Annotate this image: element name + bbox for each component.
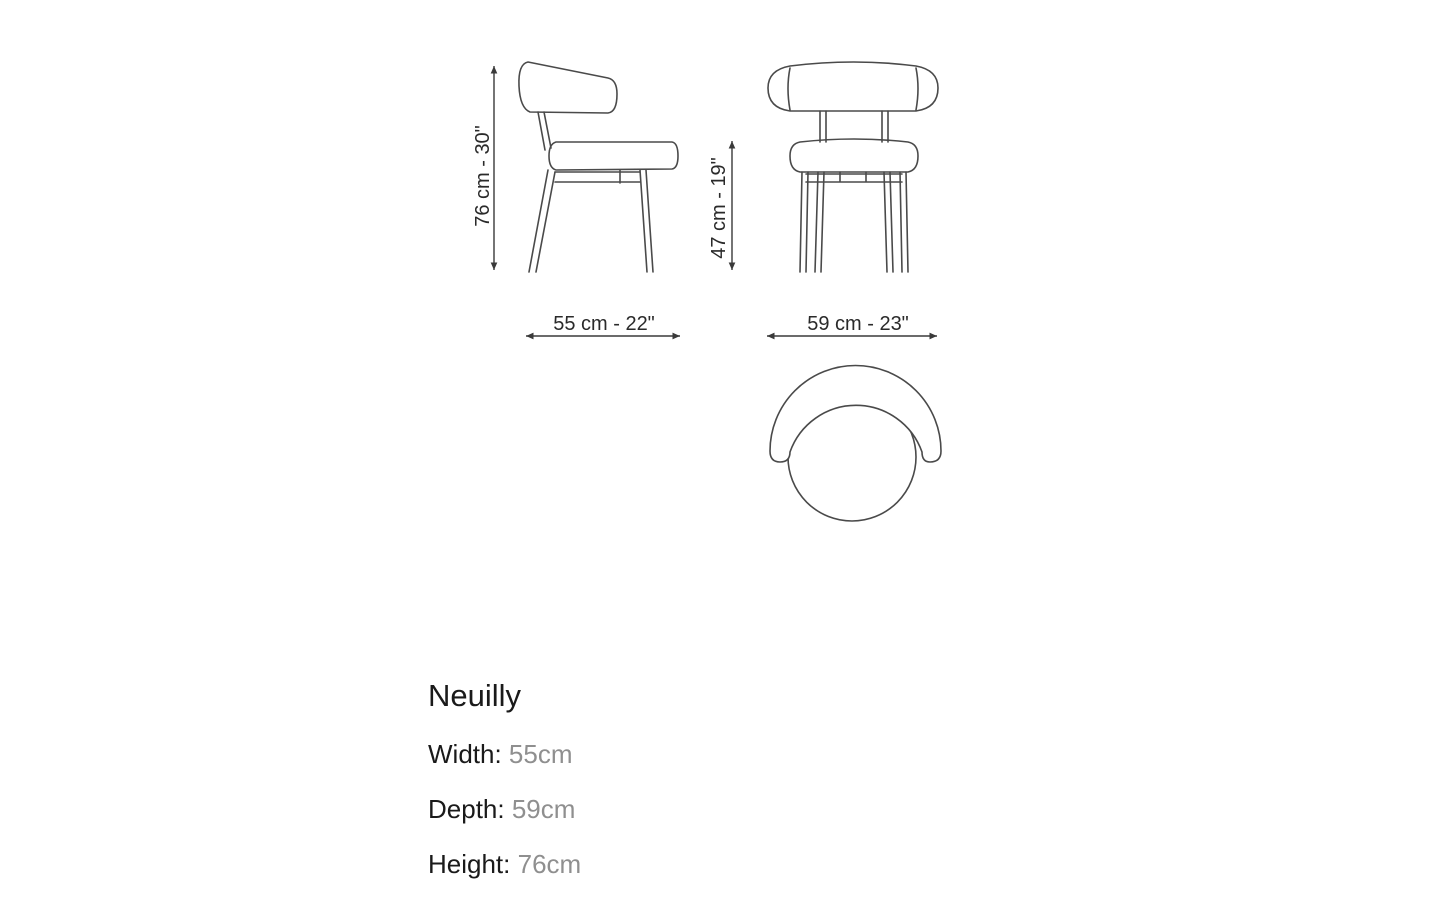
spec-value-height: 76cm xyxy=(517,849,582,879)
front-seat xyxy=(790,139,918,172)
spec-label-depth: Depth: xyxy=(428,794,505,824)
side-front-leg xyxy=(640,170,653,272)
front-width-dimension xyxy=(767,313,937,336)
side-backrest xyxy=(519,62,617,113)
side-height-dimension xyxy=(472,66,494,270)
side-back-support xyxy=(538,112,551,150)
spec-row-width xyxy=(428,738,1028,770)
seat-height-dimension xyxy=(708,141,732,270)
spec-row-depth xyxy=(428,793,1028,825)
product-name: Neuilly xyxy=(428,678,522,713)
spec-value-width: 55cm xyxy=(508,739,573,769)
spec-label-width: Width: xyxy=(428,739,502,769)
side-height-label: 76 cm - 30" xyxy=(472,125,494,227)
spec-label-height: Height: xyxy=(428,849,511,879)
front-width-label: 59 cm - 23" xyxy=(807,313,909,335)
side-depth-dimension xyxy=(526,313,680,336)
top-view xyxy=(770,366,941,522)
spec-value-depth: 59cm xyxy=(511,794,576,824)
product-specs xyxy=(428,676,1028,903)
front-back-posts xyxy=(820,111,888,142)
front-backrest xyxy=(768,62,938,111)
side-seat xyxy=(549,142,678,170)
side-seat-frame xyxy=(555,170,640,183)
side-rear-leg xyxy=(529,170,555,272)
front-legs xyxy=(800,172,908,272)
spec-row-height xyxy=(428,848,1028,880)
front-view xyxy=(768,62,938,272)
side-depth-label: 55 cm - 22" xyxy=(553,313,655,335)
side-view xyxy=(519,62,678,272)
seat-height-label: 47 cm - 19" xyxy=(708,157,730,259)
